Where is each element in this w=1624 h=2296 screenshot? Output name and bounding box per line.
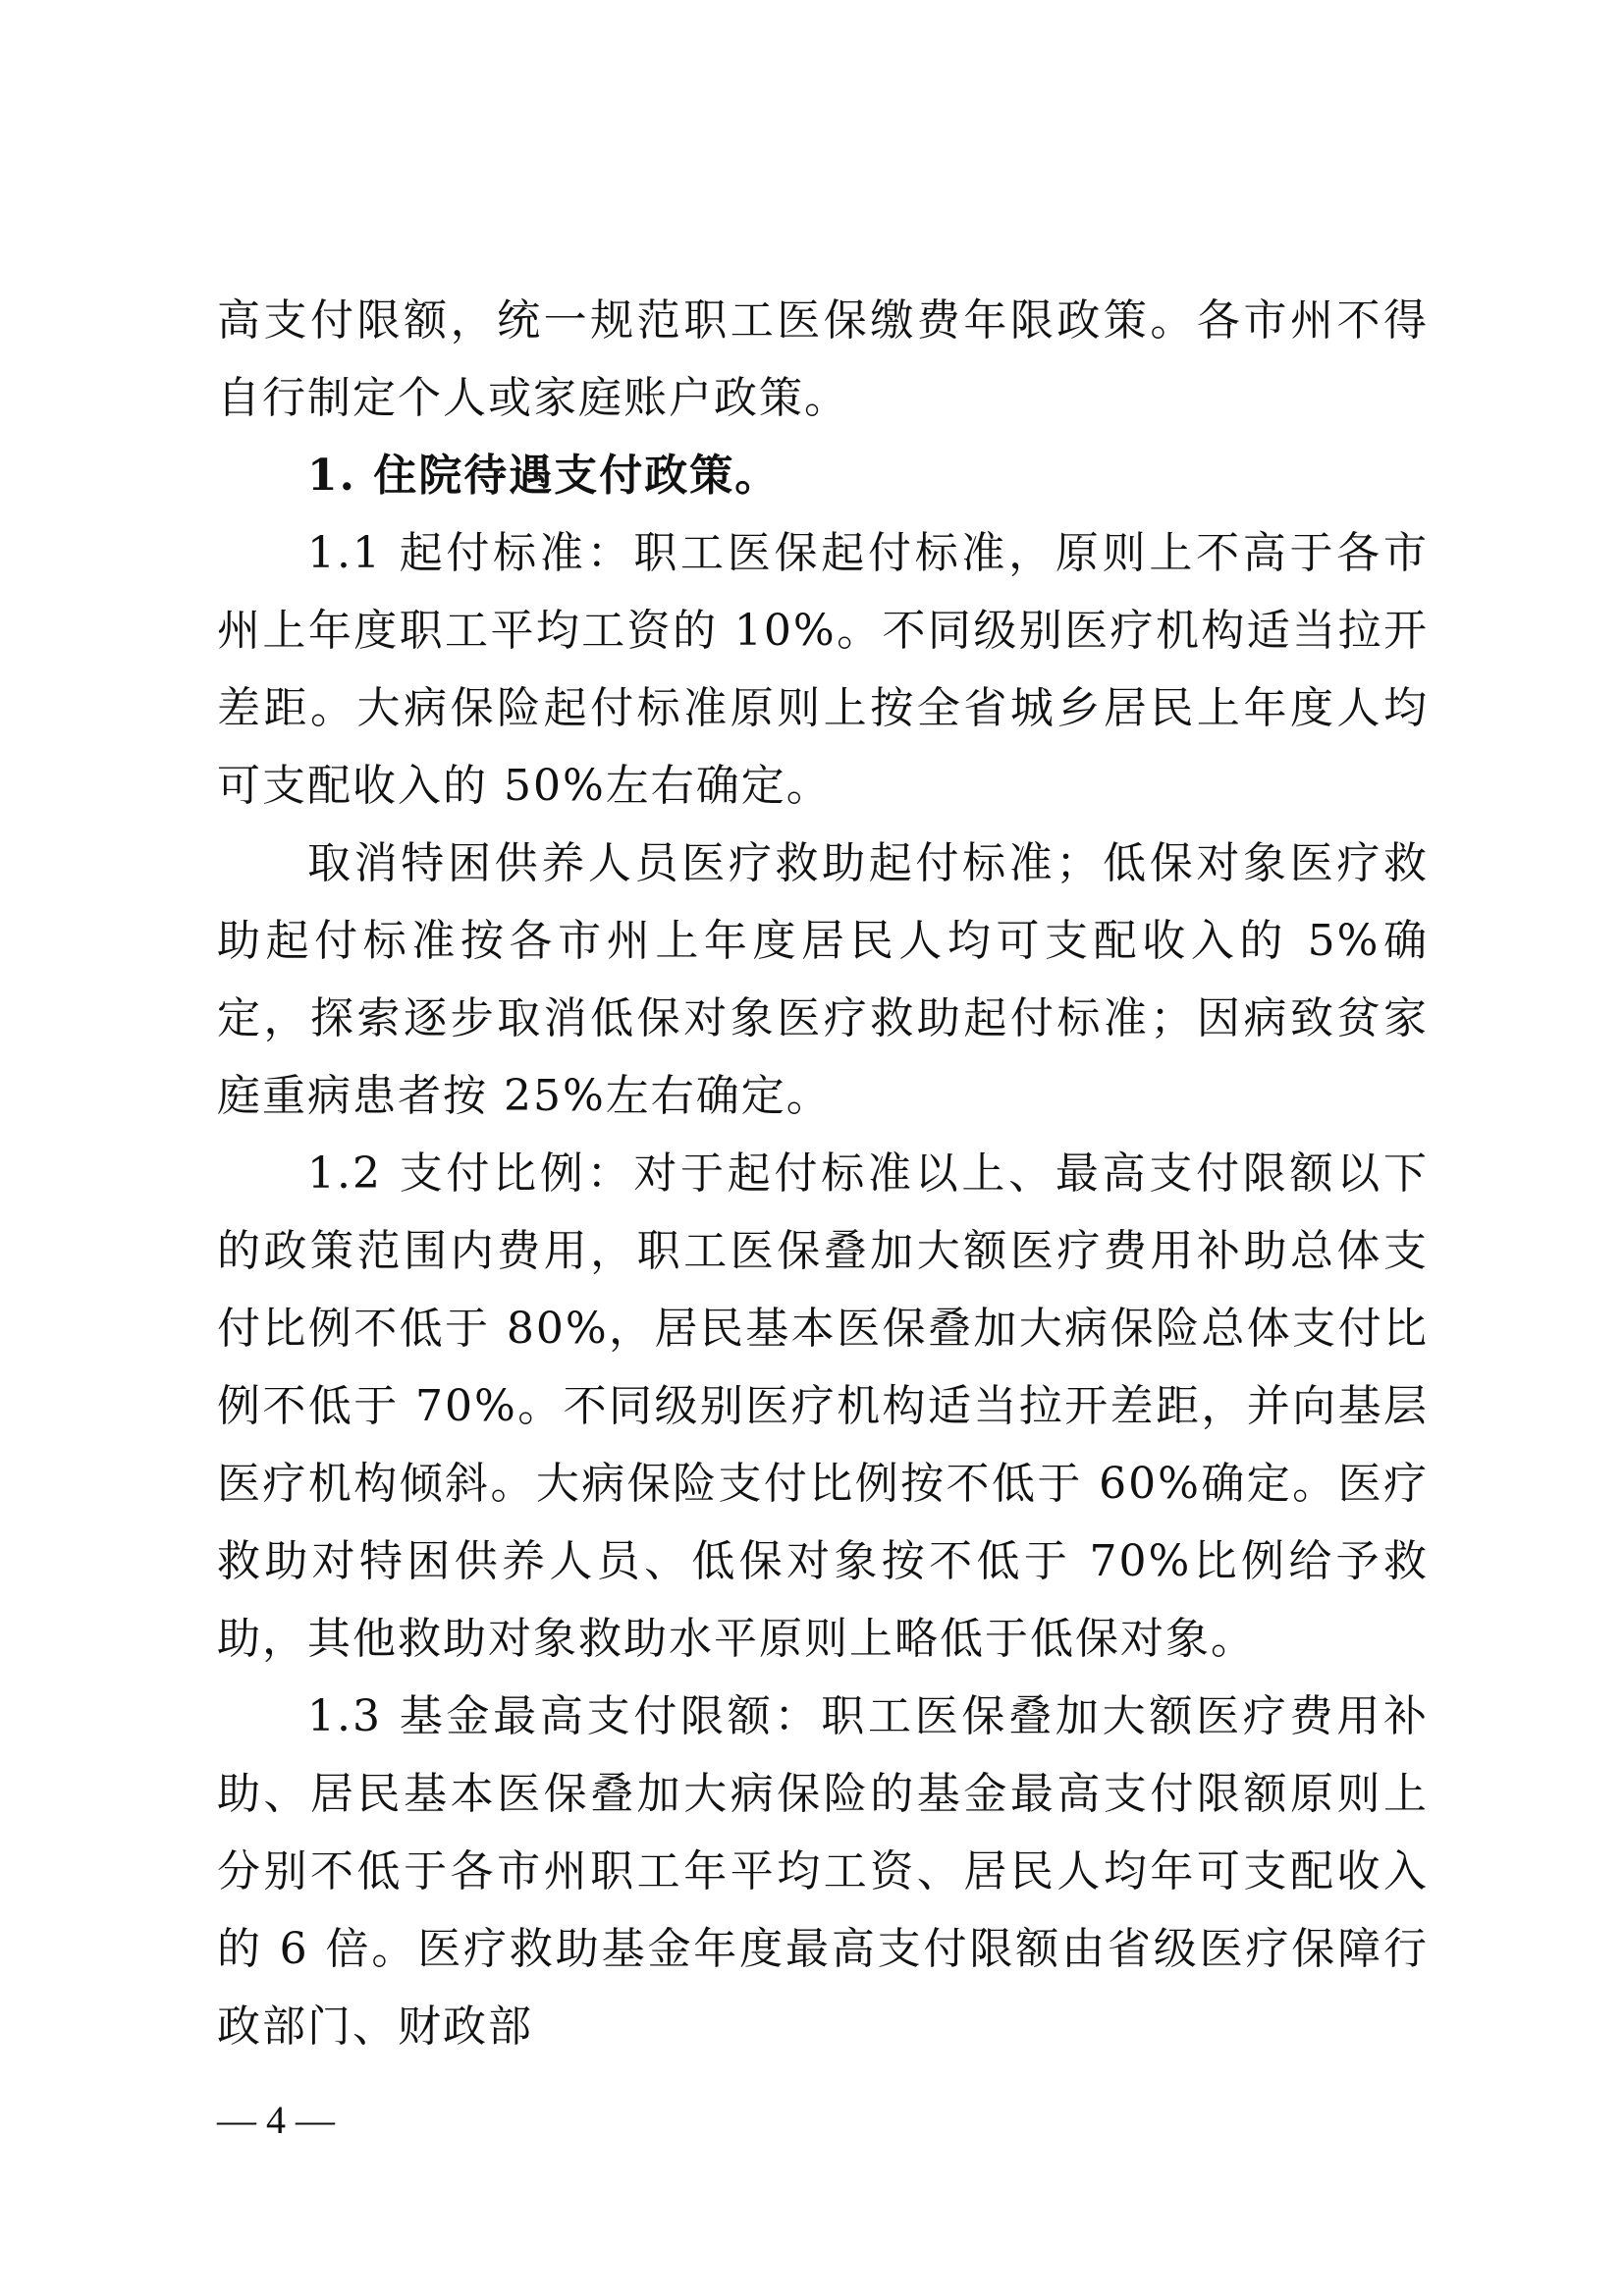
paragraph-continuation: 高支付限额，统一规范职工医保缴费年限政策。各市州不得自行制定个人或家庭账户政策。 — [217, 295, 1429, 423]
document-body — [217, 282, 1429, 2065]
paragraph-max-payment-limit: 1.3 基金最高支付限额：职工医保叠加大额医疗费用补助、居民基本医保叠加大病保险的基金最高支付限额原则上分别不低于各市州职工年平均工资、居民人均年可支配收入的 6 倍。医疗救助基金年度最高支付限额由省级医疗保障行政部门、财政部 — [217, 1691, 1429, 2052]
section-heading-inpatient-payment: 1. 住院待遇支付政策。 — [307, 451, 781, 501]
page-number: — 4 — — [217, 2098, 335, 2142]
paragraph-payment-ratio: 1.2 支付比例：对于起付标准以上、最高支付限额以下的政策范围内费用，职工医保叠加大额医疗费用补助总体支付比例不低于 80%，居民基本医保叠加大病保险总体支付比例不低于 70%。不同级别医疗机构适当拉开差距，并向基层医疗机构倾斜。大病保险支付比例按不低于 60%确定。医疗救助对特困供养人员、低保对象按不低于 70%比例给予救助，其他救助对象救助水平原则上略低于低保对象。 — [217, 1148, 1429, 1664]
paragraph-deductible-standard: 1.1 起付标准：职工医保起付标准，原则上不高于各市州上年度职工平均工资的 10%。不同级别医疗机构适当拉开差距。大病保险起付标准原则上按全省城乡居民上年度人均可支配收入的 50%左右确定。 — [217, 528, 1429, 811]
paragraph-medical-aid-deductible: 取消特困供养人员医疗救助起付标准；低保对象医疗救助起付标准按各市州上年度居民人均可支配收入的 5%确定，探索逐步取消低保对象医疗救助起付标准；因病致贫家庭重病患者按 25%左右确定。 — [217, 838, 1429, 1121]
